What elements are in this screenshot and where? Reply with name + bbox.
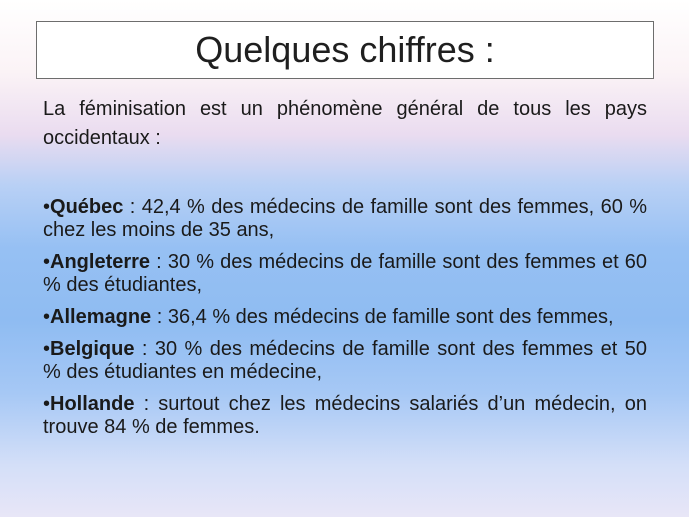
bullet-marker: • — [43, 393, 51, 415]
bullet-text: : 36,4 % des médecins de famille sont des femmes, — [151, 306, 614, 328]
intro-paragraph: La féminisation est un phénomène général de tous les pays occidentaux : — [43, 98, 647, 149]
country-name: Hollande — [50, 393, 135, 415]
bullet-belgique — [43, 338, 647, 384]
bullet-text: : surtout chez les médecins salariés d’un médecin, on trouve 84 % de femmes. — [43, 393, 647, 438]
country-name: Belgique — [50, 338, 135, 360]
slide-title: Quelques chiffres : — [195, 29, 495, 70]
bullet-text: : 30 % des médecins de famille sont des femmes et 50 % des étudiantes en médecine, — [43, 338, 647, 383]
country-name: Québec — [50, 196, 124, 218]
country-name: Angleterre — [50, 251, 151, 273]
bullet-marker: • — [43, 338, 51, 360]
bullet-marker: • — [43, 196, 51, 218]
bullet-angleterre — [43, 251, 647, 297]
bullet-text: : 30 % des médecins de famille sont des femmes et 60 % des étudiantes, — [43, 251, 647, 296]
bullet-quebec — [43, 196, 647, 242]
bullet-marker: • — [43, 306, 51, 328]
bullet-allemagne — [43, 306, 647, 329]
country-statistics-list — [43, 196, 647, 448]
country-name: Allemagne — [50, 306, 152, 328]
bullet-hollande — [43, 393, 647, 439]
bullet-text: : 42,4 % des médecins de famille sont des femmes, 60 % chez les moins de 35 ans, — [43, 196, 647, 241]
slide-title-box — [36, 21, 654, 79]
bullet-marker: • — [43, 251, 51, 273]
